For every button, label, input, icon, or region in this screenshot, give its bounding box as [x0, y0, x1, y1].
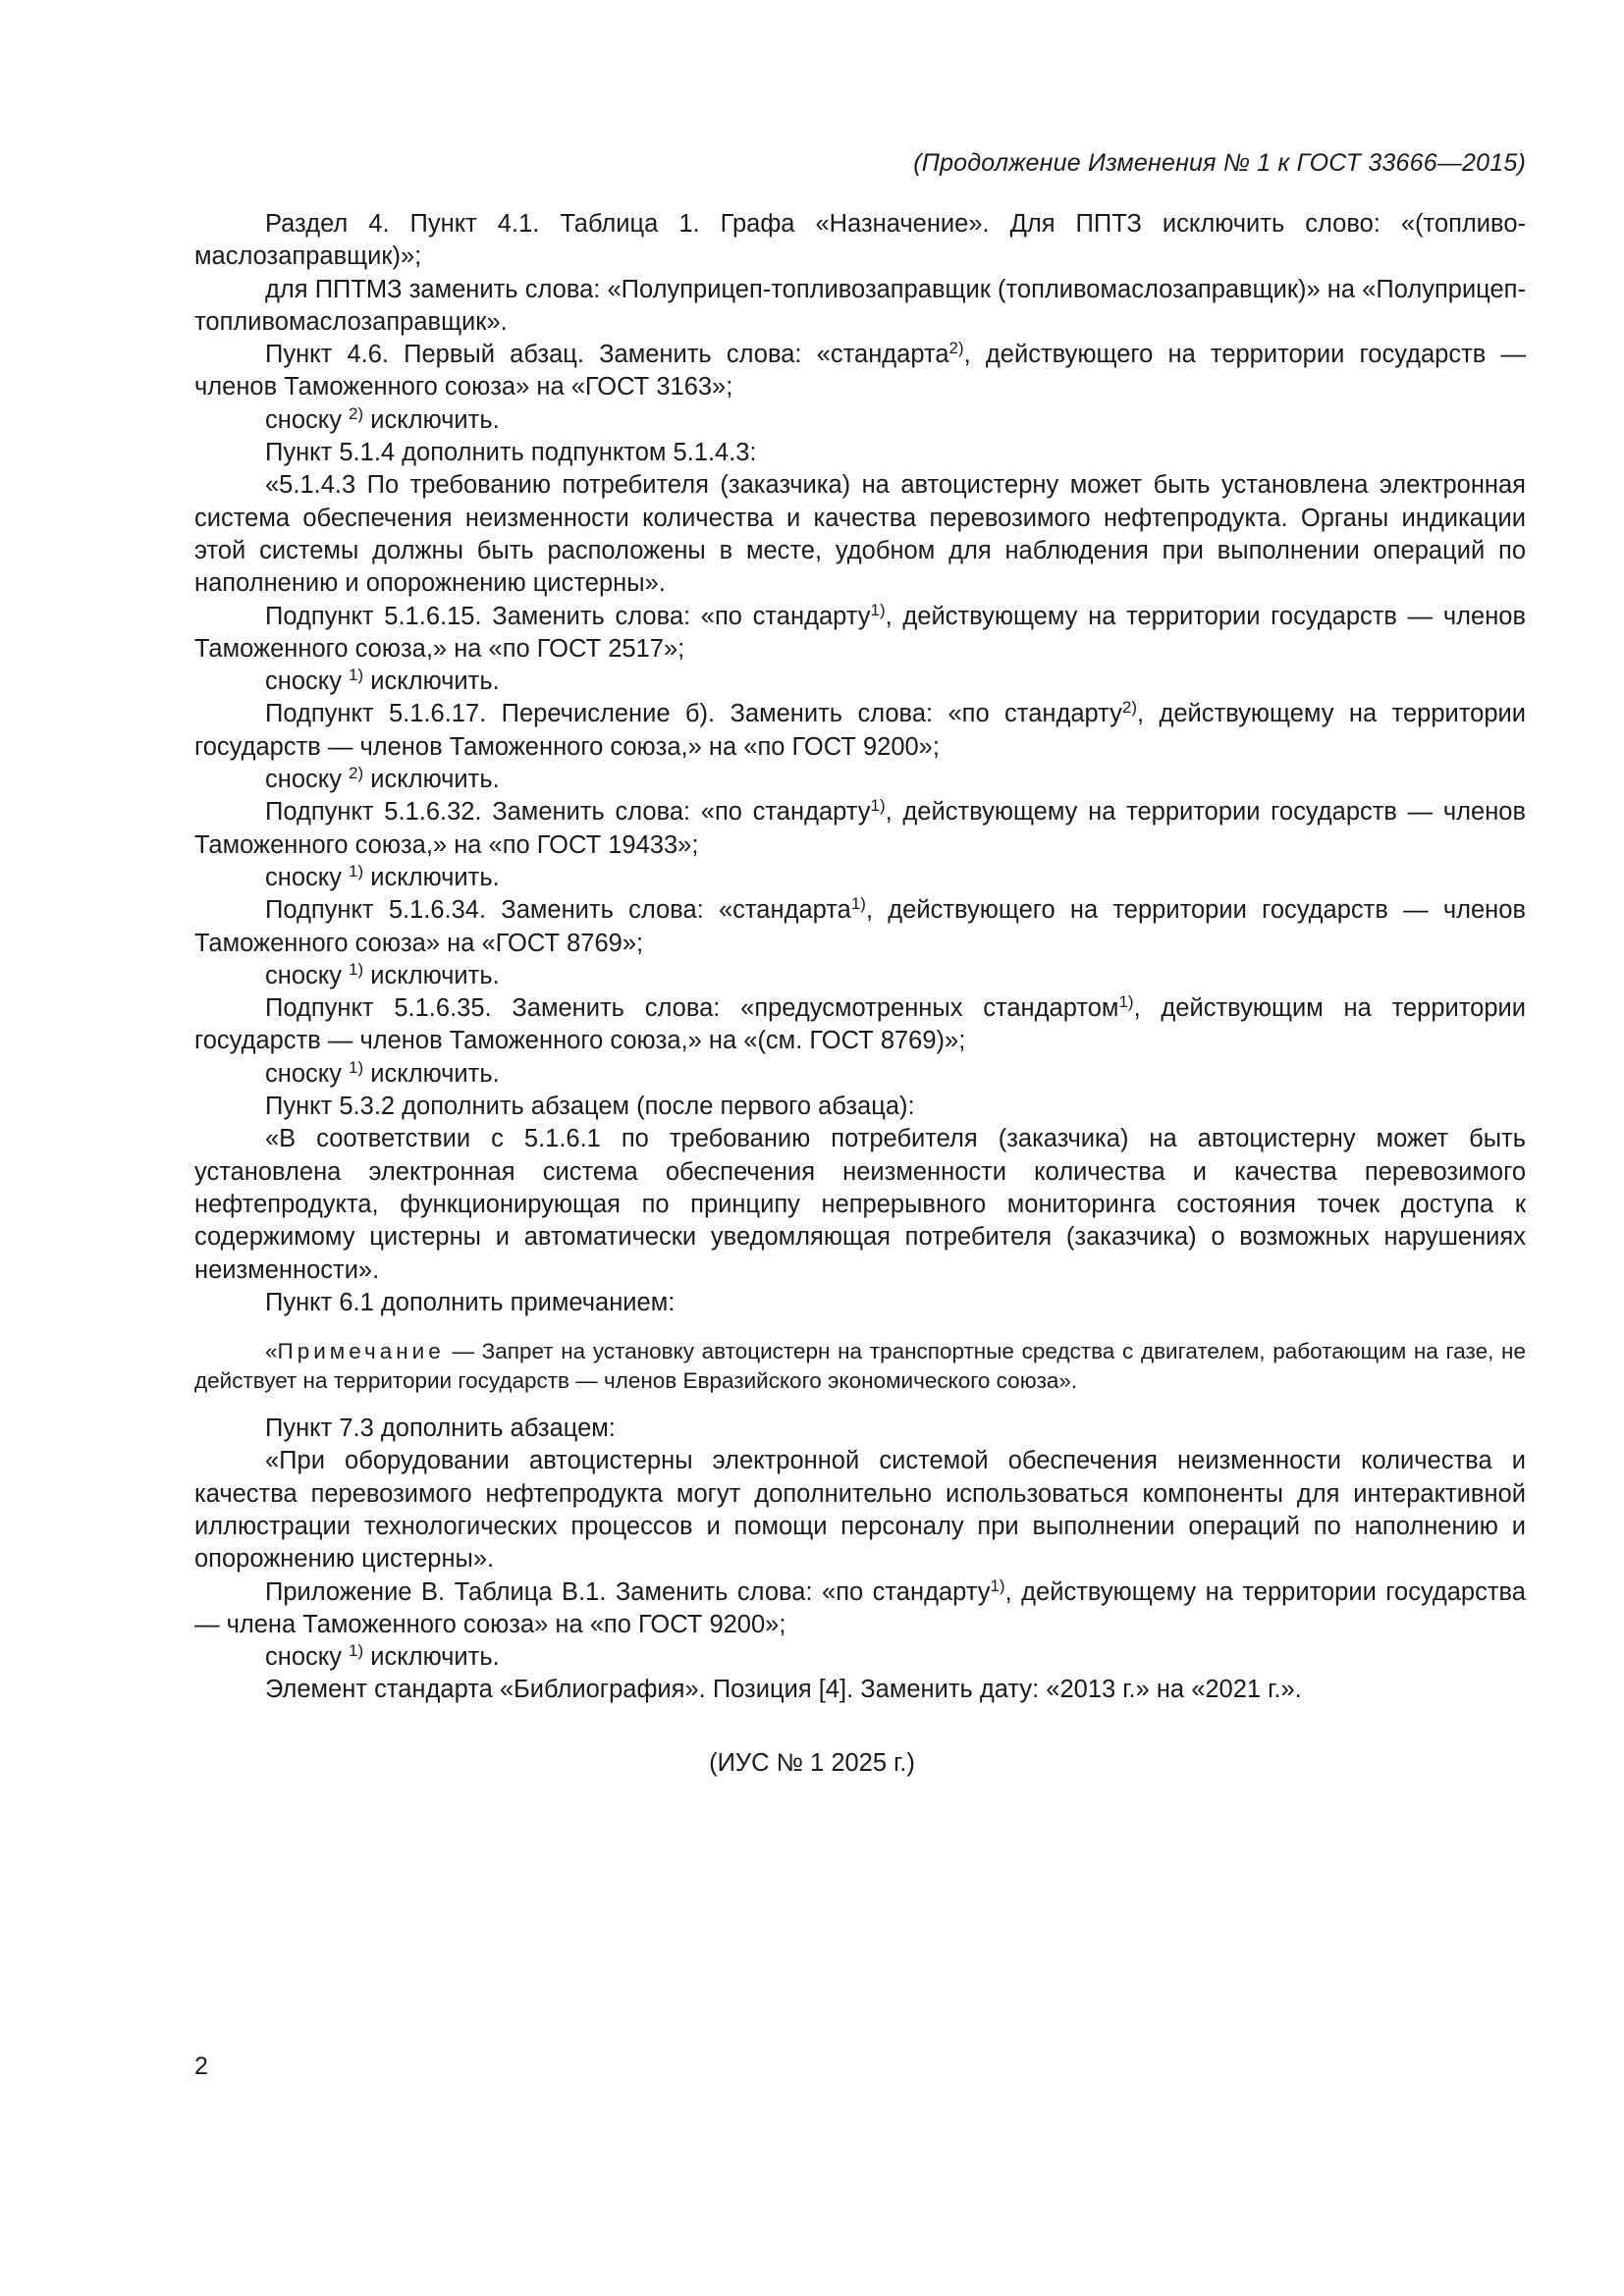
paragraph: сноску $^{1)}$ исключить. [265, 1641, 500, 1672]
paragraph: сноску $^{1)}$ исключить. [265, 666, 500, 696]
paragraph: Подпункт 5.1.6.32. Заменить слова: «по стандарту$^{1)}$, действующему на территории государств — членов Таможенного союза,» на «по ГОСТ 19433»; [194, 796, 1527, 859]
paragraph: сноску $^{1)}$ исключить. [265, 861, 500, 891]
footnote-ref: 1) [870, 796, 886, 816]
paragraph: Подпункт 5.1.6.17. Перечисление б). Заменить слова: «по стандарту$^{2)}$, действующему на территории государств — членов Таможенного союза,» на «по ГОСТ 9200»; [194, 698, 1526, 761]
paragraph: сноску $^{1)}$ исключить. [265, 959, 500, 989]
paragraph: Подпункт 5.1.6.34. Заменить слова: «стандарта$^{1)}$, действующего на территории государств — членов Таможенного союза» на «ГОСТ 8769»; [194, 894, 1526, 957]
paragraph: «При оборудовании автоцистерны электронной системой обеспечения неизменности количества и качества перевозимого нефтепродукта могут дополнительно использоваться компоненты для интерактивной иллюстрации технологических процессов и помощи персоналу при выполнении операций по наполнению и опорожнению цистерны». [194, 1447, 1526, 1574]
footnote-ref: 1) [870, 600, 886, 619]
footnote-ref: 1) [1118, 992, 1134, 1012]
footnote-ref: 1) [990, 1575, 1005, 1595]
footnote-ref: 2) [1121, 698, 1137, 718]
page-number: 2 [194, 2053, 208, 2080]
paragraph: Пункт 7.3 дополнить абзацем: [265, 1415, 616, 1443]
paragraph: Подпункт 5.1.6.35. Заменить слова: «предусмотренных стандартом$^{1)}$, действующим на территории государств — членов Таможенного союза,» на «(см. ГОСТ 8769)»; [194, 992, 1527, 1055]
ius-reference: (ИУС № 1 2025 г.) [709, 1749, 915, 1777]
paragraph: сноску $^{1)}$ исключить. [265, 1057, 500, 1088]
footnote-ref: 1) [349, 666, 364, 685]
paragraph: «5.1.4.3 По требованию потребителя (заказчика) на автоцистерну может быть установлена электронная система обеспечения неизменности количества и качества перевозимого нефтепродукта. Органы индикации этой системы должны быть расположены в месте, удобном для наблюдения при выполнении операций по наполнению и опорожнению цистерны». [194, 471, 1526, 598]
paragraph: Раздел 4. Пункт 4.1. Таблица 1. Графа «Назначение». Для ППТЗ исключить слово: «(топливо-маслозаправщик)»; [194, 210, 1526, 271]
paragraph: Приложение В. Таблица В.1. Заменить слова: «по стандарту$^{1)}$, действующему на территории государства — члена Таможенного союза» на «по ГОСТ 9200»; [194, 1575, 1526, 1638]
paragraph: Элемент стандарта «Библиография». Позиция [4]. Заменить дату: «2013 г.» на «2021 г.». [265, 1676, 1302, 1704]
footnote-ref: 2) [349, 764, 364, 783]
footnote-ref: 2) [349, 403, 364, 423]
paragraph: «В соответствии с 5.1.6.1 по требованию потребителя (заказчика) на автоцистерну может быть установлена электронная система обеспечения неизменности количества и качества перевозимого нефтепродукта, функционирующая по принципу непрерывного мониторинга состояния точек доступа к содержимому цистерны и автоматически уведомляющая потребителя (заказчика) о возможных нарушениях неизменности». [194, 1125, 1526, 1284]
footnote-ref: 1) [349, 959, 364, 979]
note-paragraph: «Примечание — Запрет на установку автоцистерн на транспортные средства с двигателем, работающим на газе, не действует на территории государств — членов Евразийского экономического союза». [194, 1339, 1526, 1394]
paragraph: сноску $^{2)}$ исключить. [265, 764, 500, 794]
footnote-ref: 1) [850, 894, 866, 914]
footnote-ref: 1) [349, 1057, 364, 1077]
note-label: Примечание [277, 1339, 445, 1364]
page-header: (Продолжение Изменения № 1 к ГОСТ 33666—2015) [913, 149, 1526, 177]
paragraph: Пункт 5.3.2 дополнить абзацем (после первого абзаца): [265, 1093, 915, 1121]
paragraph: сноску $^{2)}$ исключить. [265, 403, 500, 434]
paragraph: Пункт 5.1.4 дополнить подпунктом 5.1.4.3: [265, 439, 757, 467]
footnote-ref: 1) [349, 861, 364, 881]
document-body [194, 208, 1526, 1707]
paragraph: Подпункт 5.1.6.15. Заменить слова: «по стандарту$^{1)}$, действующему на территории государств — членов Таможенного союза,» на «по ГОСТ 2517»; [194, 600, 1527, 663]
paragraph: Пункт 6.1 дополнить примечанием: [265, 1288, 676, 1316]
footnote-ref: 2) [948, 339, 964, 358]
footnote-ref: 1) [349, 1641, 364, 1661]
paragraph: Пункт 4.6. Первый абзац. Заменить слова: «стандарта$^{2)}$, действующего на территории государств — членов Таможенного союза» на «ГОСТ 3163»; [194, 339, 1526, 401]
paragraph: для ППТМЗ заменить слова: «Полуприцеп-топливозаправщик (топливомаслозаправщик)» на «Полуприцеп-топливомаслозаправщик». [194, 275, 1526, 336]
